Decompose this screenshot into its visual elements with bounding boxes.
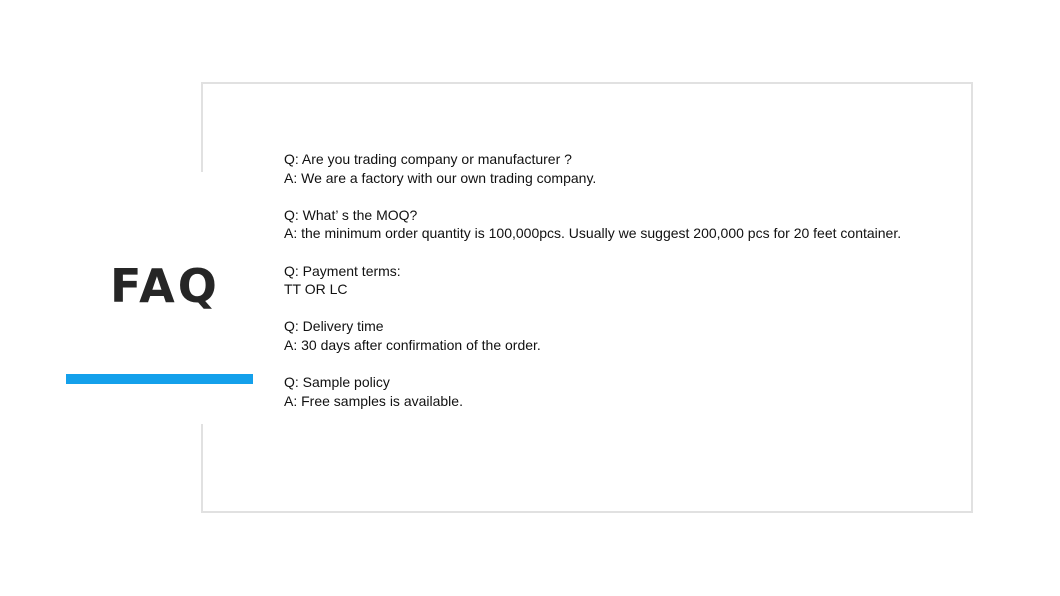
faq-item-delivery <box>284 317 904 354</box>
faq-item-payment <box>284 262 904 299</box>
faq-item-moq-origin <box>284 150 904 187</box>
faq-list <box>284 150 904 429</box>
faq-answer: A: Free samples is available. <box>284 392 463 409</box>
faq-question: Q: Delivery time <box>284 318 384 335</box>
faq-question: Q: What’ s the MOQ? <box>284 206 418 223</box>
faq-item-sample <box>284 373 904 410</box>
page-title: FAQ <box>110 259 220 313</box>
faq-item-moq <box>284 206 904 243</box>
faq-question: Q: Sample policy <box>284 374 390 391</box>
faq-answer: A: the minimum order quantity is 100,000pcs. Usually we suggest 200,000 pcs for 20 feet container. <box>284 225 902 242</box>
faq-answer: TT OR LC <box>284 281 348 298</box>
faq-question: Q: Payment terms: <box>284 262 401 279</box>
accent-bar <box>66 374 253 384</box>
faq-question: Q: Are you trading company or manufacturer ? <box>284 151 572 167</box>
faq-answer: A: We are a factory with our own trading company. <box>284 169 597 186</box>
faq-answer: A: 30 days after confirmation of the order. <box>284 336 541 353</box>
